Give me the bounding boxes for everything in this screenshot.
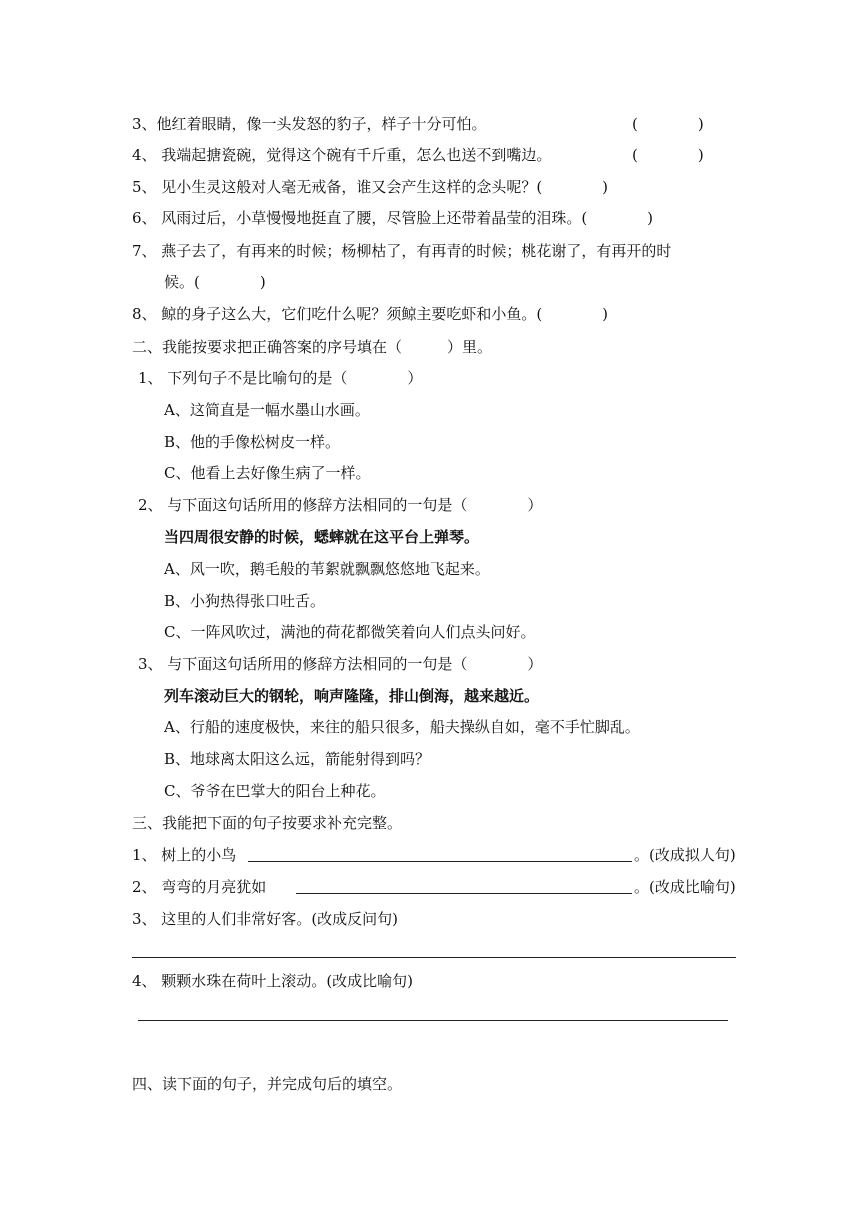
q2-1-option-a: A、这简直是一幅水墨山水画。 <box>164 401 370 419</box>
q1-4-text: 4、 我端起搪瓷碗，觉得这个碗有千斤重，怎么也送不到嘴边。 <box>132 146 552 164</box>
q2-3-stem: 3、 与下面这句话所用的修辞方法相同的一句是（ ） <box>138 655 543 673</box>
q1-7-line2: 候。( ) <box>164 273 266 291</box>
q3-3-answer-line[interactable] <box>132 957 736 958</box>
q2-1-option-c: C、他看上去好像生病了一样。 <box>164 464 371 482</box>
q2-2-option-b: B、小狗热得张口吐舌。 <box>164 592 326 610</box>
q2-1-option-b: B、他的手像松树皮一样。 <box>164 433 341 451</box>
q2-2-option-a: A、风一吹，鹅毛般的苇絮就飘飘悠悠地飞起来。 <box>164 560 490 578</box>
q3-2-prefix: 2、 弯弯的月亮犹如 <box>132 878 267 896</box>
q1-7-line1: 7、 燕子去了，有再来的时候；杨柳枯了，有再青的时候；桃花谢了，有再开的时 <box>132 242 672 260</box>
q1-6-text: 6、 风雨过后，小草慢慢地挺直了腰，尽管脸上还带着晶莹的泪珠。( ) <box>132 209 654 227</box>
q3-1-prefix: 1、 树上的小鸟 <box>132 846 237 864</box>
q1-3-text: 3、他红着眼睛，像一头发怒的豹子，样子十分可怕。 <box>132 115 487 133</box>
q2-3-option-c: C、爷爷在巴掌大的阳台上种花。 <box>164 782 386 800</box>
q2-1-stem: 1、 下列句子不是比喻句的是（ ） <box>138 369 423 387</box>
q2-3-option-a: A、行船的速度极快，来往的船只很多，船夫操纵自如，毫不手忙脚乱。 <box>164 718 640 736</box>
q1-3-answer-paren[interactable]: ( ) <box>632 115 704 133</box>
part3-heading: 三、我能把下面的句子按要求补充完整。 <box>132 814 403 832</box>
q1-5-text: 5、 见小生灵这般对人毫无戒备，谁又会产生这样的念头呢？( ) <box>132 178 609 196</box>
q3-2-suffix: 。(改成比喻句) <box>634 878 736 896</box>
q2-2-quote: 当四周很安静的时候，蟋蟀就在这平台上弹琴。 <box>164 528 480 546</box>
q3-1-suffix: 。(改成拟人句) <box>634 846 736 864</box>
q3-4-text: 4、 颗颗水珠在荷叶上滚动。(改成比喻句) <box>132 972 414 990</box>
q3-2-answer-line[interactable] <box>296 893 632 894</box>
q2-3-option-b: B、地球离太阳这么远，箭能射得到吗？ <box>164 750 431 768</box>
q2-2-stem: 2、 与下面这句话所用的修辞方法相同的一句是（ ） <box>138 496 543 514</box>
part2-heading: 二、我能按要求把正确答案的序号填在（ ）里。 <box>132 338 493 356</box>
q2-3-quote: 列车滚动巨大的钢轮，响声隆隆，排山倒海，越来越近。 <box>164 687 540 705</box>
q3-1-answer-line[interactable] <box>248 861 632 862</box>
part4-heading: 四、读下面的句子，并完成句后的填空。 <box>132 1075 403 1093</box>
q2-2-option-c: C、一阵风吹过，满池的荷花都微笑着向人们点头问好。 <box>164 623 536 641</box>
q1-4-answer-paren[interactable]: ( ) <box>632 146 704 164</box>
q3-4-answer-line[interactable] <box>138 1020 728 1021</box>
q3-3-text: 3、 这里的人们非常好客。(改成反问句) <box>132 910 399 928</box>
q1-8-text: 8、 鲸的身子这么大，它们吃什么呢？须鲸主要吃虾和小鱼。( ) <box>132 305 609 323</box>
